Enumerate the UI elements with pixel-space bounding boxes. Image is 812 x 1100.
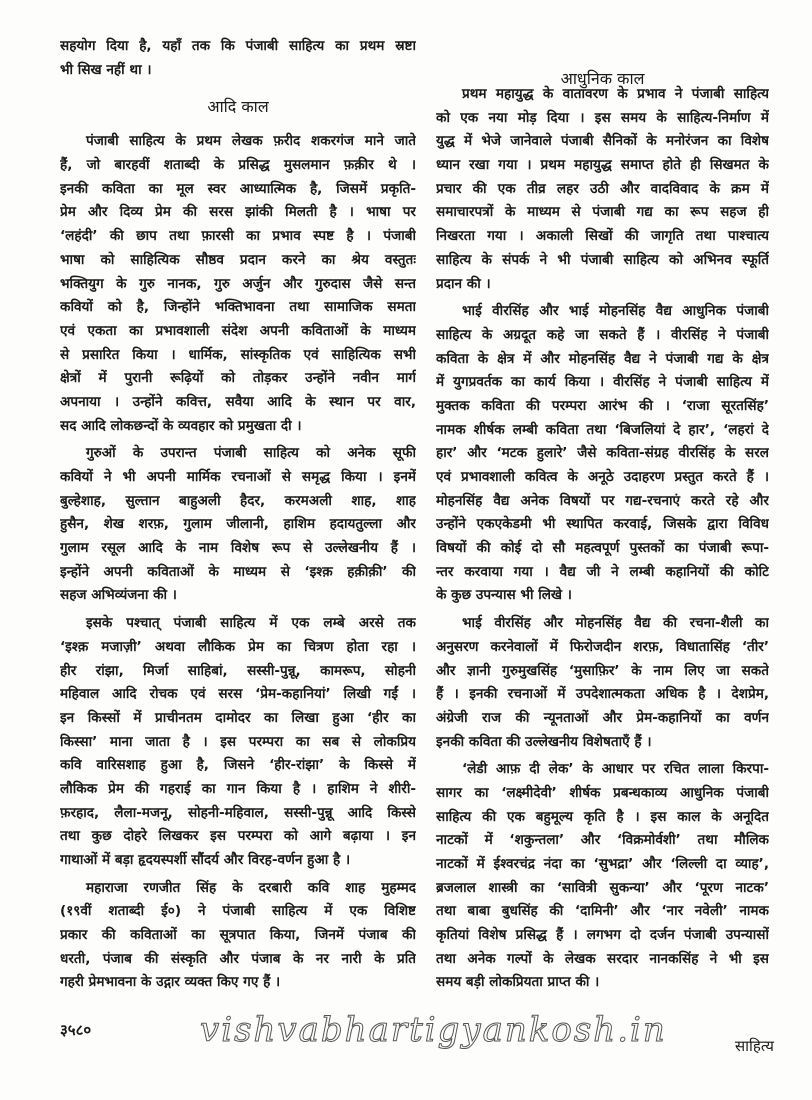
watermark: vishvabhartigyankosh.in bbox=[200, 1010, 667, 1050]
text-line: किस्सा’ माना जाता है । इस परम्परा का सब से लोकप्रिय bbox=[60, 733, 416, 750]
text-line: धरती, पंजाब की संस्कृति और पंजाब के नर नारी के प्रति bbox=[60, 950, 416, 967]
text-line: सागर का ‘लक्ष्मीदेवी’ शीर्षक प्रबन्धकाव्य आधुनिक पंजाबी bbox=[436, 784, 769, 801]
paragraph bbox=[436, 612, 769, 754]
text-line: इन्होंने अपनी कविताओं के माध्यम से ‘इश्क़ हक़ीक़ी’ की bbox=[60, 563, 416, 580]
text-line: कृतियां विशेष प्रसिद्ध हैं । लगभग दो दर्जन पंजाबी उपन्यासों bbox=[436, 927, 769, 944]
text-line: निखरता गया । अकाली सिखों की जागृति तथा पाश्चात्य bbox=[436, 228, 769, 245]
text-line: समाचारपत्रों के माध्यम से पंजाबी गद्य का रूप सहज ही bbox=[436, 204, 769, 221]
text-line: कविता के क्षेत्र में और मोहनसिंह वैद्य ने पंजाबी गद्य के क्षेत्र bbox=[436, 350, 769, 367]
text-line: प्रथम महायुद्ध के वातावरण के प्रभाव ने पंजाबी साहित्य bbox=[462, 86, 769, 102]
text-line: से प्रसारित किया । धार्मिक, सांस्कृतिक एवं साहित्यिक सभी bbox=[60, 346, 416, 363]
text-line: अंग्रेजी राज की न्यूनताओं और प्रेम-कहानियों का वर्णन bbox=[436, 709, 769, 726]
paragraph bbox=[60, 612, 416, 873]
text-line: भाई वीरसिंह और भाई मोहनसिंह वैद्य आधुनिक पंजाबी bbox=[462, 303, 769, 320]
text-line: एवं प्रभावशाली कवित्व के अनूठे उदाहरण प्रस्तुत करते हैं । bbox=[436, 469, 769, 485]
text-line: ‘लेडी आफ़ दी लेक’ के आधार पर रचित लाला किरपा- bbox=[462, 761, 769, 778]
text-line: के कुछ उपन्यास भी लिखे । bbox=[436, 587, 572, 604]
text-line: सहयोग दिया है, यहाँ तक कि पंजाबी साहित्य का प्रथम स्रष्टा bbox=[60, 38, 416, 54]
left-column bbox=[60, 35, 416, 995]
section-label: साहित्य bbox=[735, 1037, 774, 1055]
text-line: प्रचार की एक तीव्र लहर उठी और वादविवाद के क्रम में bbox=[436, 180, 769, 197]
text-line: युद्ध में भेजे जानेवाले पंजाबी सैनिकों के मनोरंजन का विशेष bbox=[436, 133, 769, 150]
text-line: महिवाल आदि रोचक एवं सरस ‘प्रेम-कहानियां’ लिखी गईं । bbox=[60, 686, 416, 703]
text-line: ध्यान रखा गया । प्रथम महायुद्ध समाप्त होते ही सिखमत के bbox=[436, 157, 769, 174]
text-line: में युगप्रवर्तक का कार्य किया । वीरसिंह ने पंजाबी साहित्य में bbox=[436, 374, 769, 391]
text-line: भाषा को साहित्यिक सौष्ठव प्रदान करने का श्रेय वस्तुतः bbox=[60, 251, 416, 268]
text-line: तथा अनेक गल्पों के लेखक सरदार नानकसिंह ने भी इस bbox=[436, 950, 769, 967]
text-line: इनकी कविता की उल्लेखनीय विशेषताएँ हैं । bbox=[436, 733, 652, 750]
text-line: इन किस्सों में प्राचीनतम दामोदर का लिखा हुआ ‘हीर का bbox=[60, 709, 416, 726]
text-line: भाई वीरसिंह और मोहनसिंह वैद्य की रचना-शैली का bbox=[462, 615, 769, 632]
paragraph bbox=[436, 83, 769, 296]
text-line: नाटकों में ‘शकुन्तला’ और ‘विक्रमोर्वशी’ तथा मौलिक bbox=[436, 832, 769, 849]
left-paragraphs bbox=[60, 130, 416, 995]
text-line: अपनाया । उन्होंने कवित्त, सवैया आदि के स्थान पर वार, bbox=[60, 393, 416, 410]
text-line: हैं । इनकी रचनाओं में उपदेशात्मकता अधिक है । देशप्रेम, bbox=[436, 686, 769, 703]
text-line: न्तर करवाया गया । वैद्य जी ने लम्बी कहानियों की कोटि bbox=[436, 563, 769, 580]
text-line: तथा बाबा बुधसिंह की ‘दामिनी’ और ‘नार नवेली’ नामक bbox=[436, 903, 769, 920]
text-line: साहित्य की एक बहुमूल्य कृति है । इस काल के अनूदित bbox=[436, 808, 769, 825]
text-line: साहित्य के अग्रदूत कहे जा सकते हैं । वीरसिंह ने पंजाबी bbox=[436, 326, 769, 343]
paragraph bbox=[60, 442, 416, 608]
text-line: नाटकों में ईश्वरचंद्र नंदा का ‘सुभद्रा’ और ‘लिल्ली दा व्याह’, bbox=[436, 856, 769, 872]
text-line: कवियों को है, जिन्होंने भक्तिभावना तथा सामाजिक समता bbox=[60, 299, 416, 316]
text-line: इसके पश्चात् पंजाबी साहित्य में एक लम्बे अरसे तक bbox=[86, 615, 416, 632]
paragraph bbox=[436, 300, 769, 608]
text-line: हुसैन, शेख शरफ़, गुलाम जीलानी, हाशिम हदायतुल्ला और bbox=[60, 516, 416, 533]
text-line: सद आदि लोकछन्दों के व्यवहार को प्रमुखता दी । bbox=[60, 417, 302, 434]
text-line: समय बड़ी लोकप्रियता प्राप्त की । bbox=[436, 974, 600, 991]
text-line: कवि वारिसशाह हुआ है, जिसने ‘हीर-रांझा’ के किस्से में bbox=[60, 757, 416, 774]
text-line: महाराजा रणजीत सिंह के दरबारी कवि शाह मुहम्मद bbox=[86, 879, 416, 896]
text-line: भी सिख नहीं था । bbox=[60, 61, 152, 78]
text-line: भक्तियुग के गुरु नानक, गुरु अर्जुन और गुरुदास जैसे सन्त bbox=[60, 275, 416, 292]
text-line: प्रेम और दिव्य प्रेम की सरस झांकी मिलती है । भाषा पर bbox=[60, 204, 416, 221]
text-line: नामक शीर्षक लम्बी कविता तथा ‘बिजलियां दे हार’, ‘लहरां दे bbox=[436, 421, 769, 438]
paragraph bbox=[60, 130, 416, 438]
text-line: हैं, जो बारहवीं शताब्दी के प्रसिद्ध मुसलमान फ़क़ीर थे । bbox=[60, 157, 416, 174]
section-heading-adhunik-kal: आधुनिक काल bbox=[560, 69, 645, 88]
text-line: मोहनसिंह वैद्य अनेक विषयों पर गद्य-रचनाएं करते रहे और bbox=[436, 492, 769, 509]
right-paragraphs bbox=[436, 83, 769, 995]
text-line: गुलाम रसूल आदि के नाम विशेष रूप से उल्लेखनीय हैं । bbox=[60, 540, 416, 557]
text-line: पंजाबी साहित्य के प्रथम लेखक फ़रीद शकरगंज माने जाते bbox=[86, 133, 416, 150]
text-line: विषयों की कोई दो सौ महत्वपूर्ण पुस्तकों का पंजाबी रूपा- bbox=[436, 540, 769, 557]
paragraph bbox=[436, 758, 769, 995]
paragraph bbox=[60, 877, 416, 995]
text-line: क्षेत्रों में पुरानी रूढ़ियों को तोड़कर उन्होंने नवीन मार्ग bbox=[60, 370, 416, 387]
text-line: साहित्य के संपर्क ने भी पंजाबी साहित्य को अभिनव स्फूर्ति bbox=[436, 251, 769, 268]
text-line: तथा कुछ दोहरे लिखकर इस परम्परा को आगे बढ़ाया । इन bbox=[60, 828, 416, 845]
text-line: कवियों ने भी अपनी मार्मिक रचनाओं से समृद्ध किया । इनमें bbox=[60, 469, 416, 485]
text-line: प्रदान की । bbox=[436, 275, 491, 292]
text-line: ‘इश्क़ मजाज़ी’ अथवा लौकिक प्रेम का चित्रण होता रहा । bbox=[60, 638, 416, 655]
intro-continuation bbox=[60, 35, 416, 82]
text-line: को एक नया मोड़ दिया । इस समय के साहित्य-निर्माण में bbox=[436, 109, 769, 126]
text-line: और ज्ञानी गुरुमुखसिंह ‘मुसाफ़िर’ के नाम लिए जा सकते bbox=[436, 662, 769, 679]
text-line: एवं एकता का प्रभावशाली संदेश अपनी कविताओं के माध्यम bbox=[60, 322, 416, 339]
text-line: गुरुओं के उपरान्त पंजाबी साहित्य को अनेक सूफी bbox=[86, 445, 416, 462]
text-line: इनकी कविता का मूल स्वर आध्यात्मिक है, जिसमें प्रकृति- bbox=[60, 180, 416, 197]
text-line: (१९वीं शताब्दी ई०) ने पंजाबी साहित्य में एक विशिष्ट bbox=[60, 903, 416, 920]
text-line: मुक्तक कविता की परम्परा आरंभ की । ‘राजा सूरतसिंह’ bbox=[436, 397, 769, 414]
text-line: हार’ और ‘मटक हुलारे’ जैसे कविता-संग्रह वीरसिंह के सरल bbox=[436, 445, 769, 462]
text-line: ‘लहंदी’ की छाप तथा फ़ारसी का प्रभाव स्पष्ट है । पंजाबी bbox=[60, 228, 416, 245]
text-line: उन्होंने एकएकेडमी भी स्थापित करवाई, जिसके द्वारा विविध bbox=[436, 516, 769, 533]
text-line: ब्रजलाल शास्त्री का ‘सावित्री सुकन्या’ और ‘पूरण नाटक’ bbox=[436, 879, 769, 896]
text-line: बुल्हेशाह, सुल्तान बाहुअली हैदर, करमअली शाह, शाह bbox=[60, 492, 416, 509]
text-line: गाथाओं में बड़ा हृदयस्पर्शी सौंदर्य और विरह-वर्णन हुआ है । bbox=[60, 852, 351, 868]
right-column bbox=[436, 83, 769, 995]
text-line: अनुसरण करनेवालों में फिरोजदीन शरफ़, विधातासिंह ‘तीर’ bbox=[436, 638, 769, 655]
text-line: गहरी प्रेमभावना के उद्गार व्यक्त किए गए हैं । bbox=[60, 974, 281, 991]
section-heading-adi-kal: आदि काल bbox=[207, 97, 269, 117]
text-line: हीर रांझा, मिर्जा साहिबां, सस्सी-पुन्नू, कामरूप, सोहनी bbox=[60, 662, 416, 679]
page-number: ३५८० bbox=[60, 1021, 92, 1039]
text-line: लौकिक प्रेम की गहराई का गान किया है । हाशिम ने शीरी- bbox=[60, 780, 416, 797]
text-line: फ़रहाद, लैला-मजनू, सोहनी-महिवाल, सस्सी-पुन्नू आदि किस्से bbox=[60, 804, 416, 821]
text-line: प्रकार की कविताओं का सूत्रपात किया, जिनमें पंजाब की bbox=[60, 927, 416, 944]
text-line: सहज अभिव्यंजना की । bbox=[60, 587, 177, 604]
